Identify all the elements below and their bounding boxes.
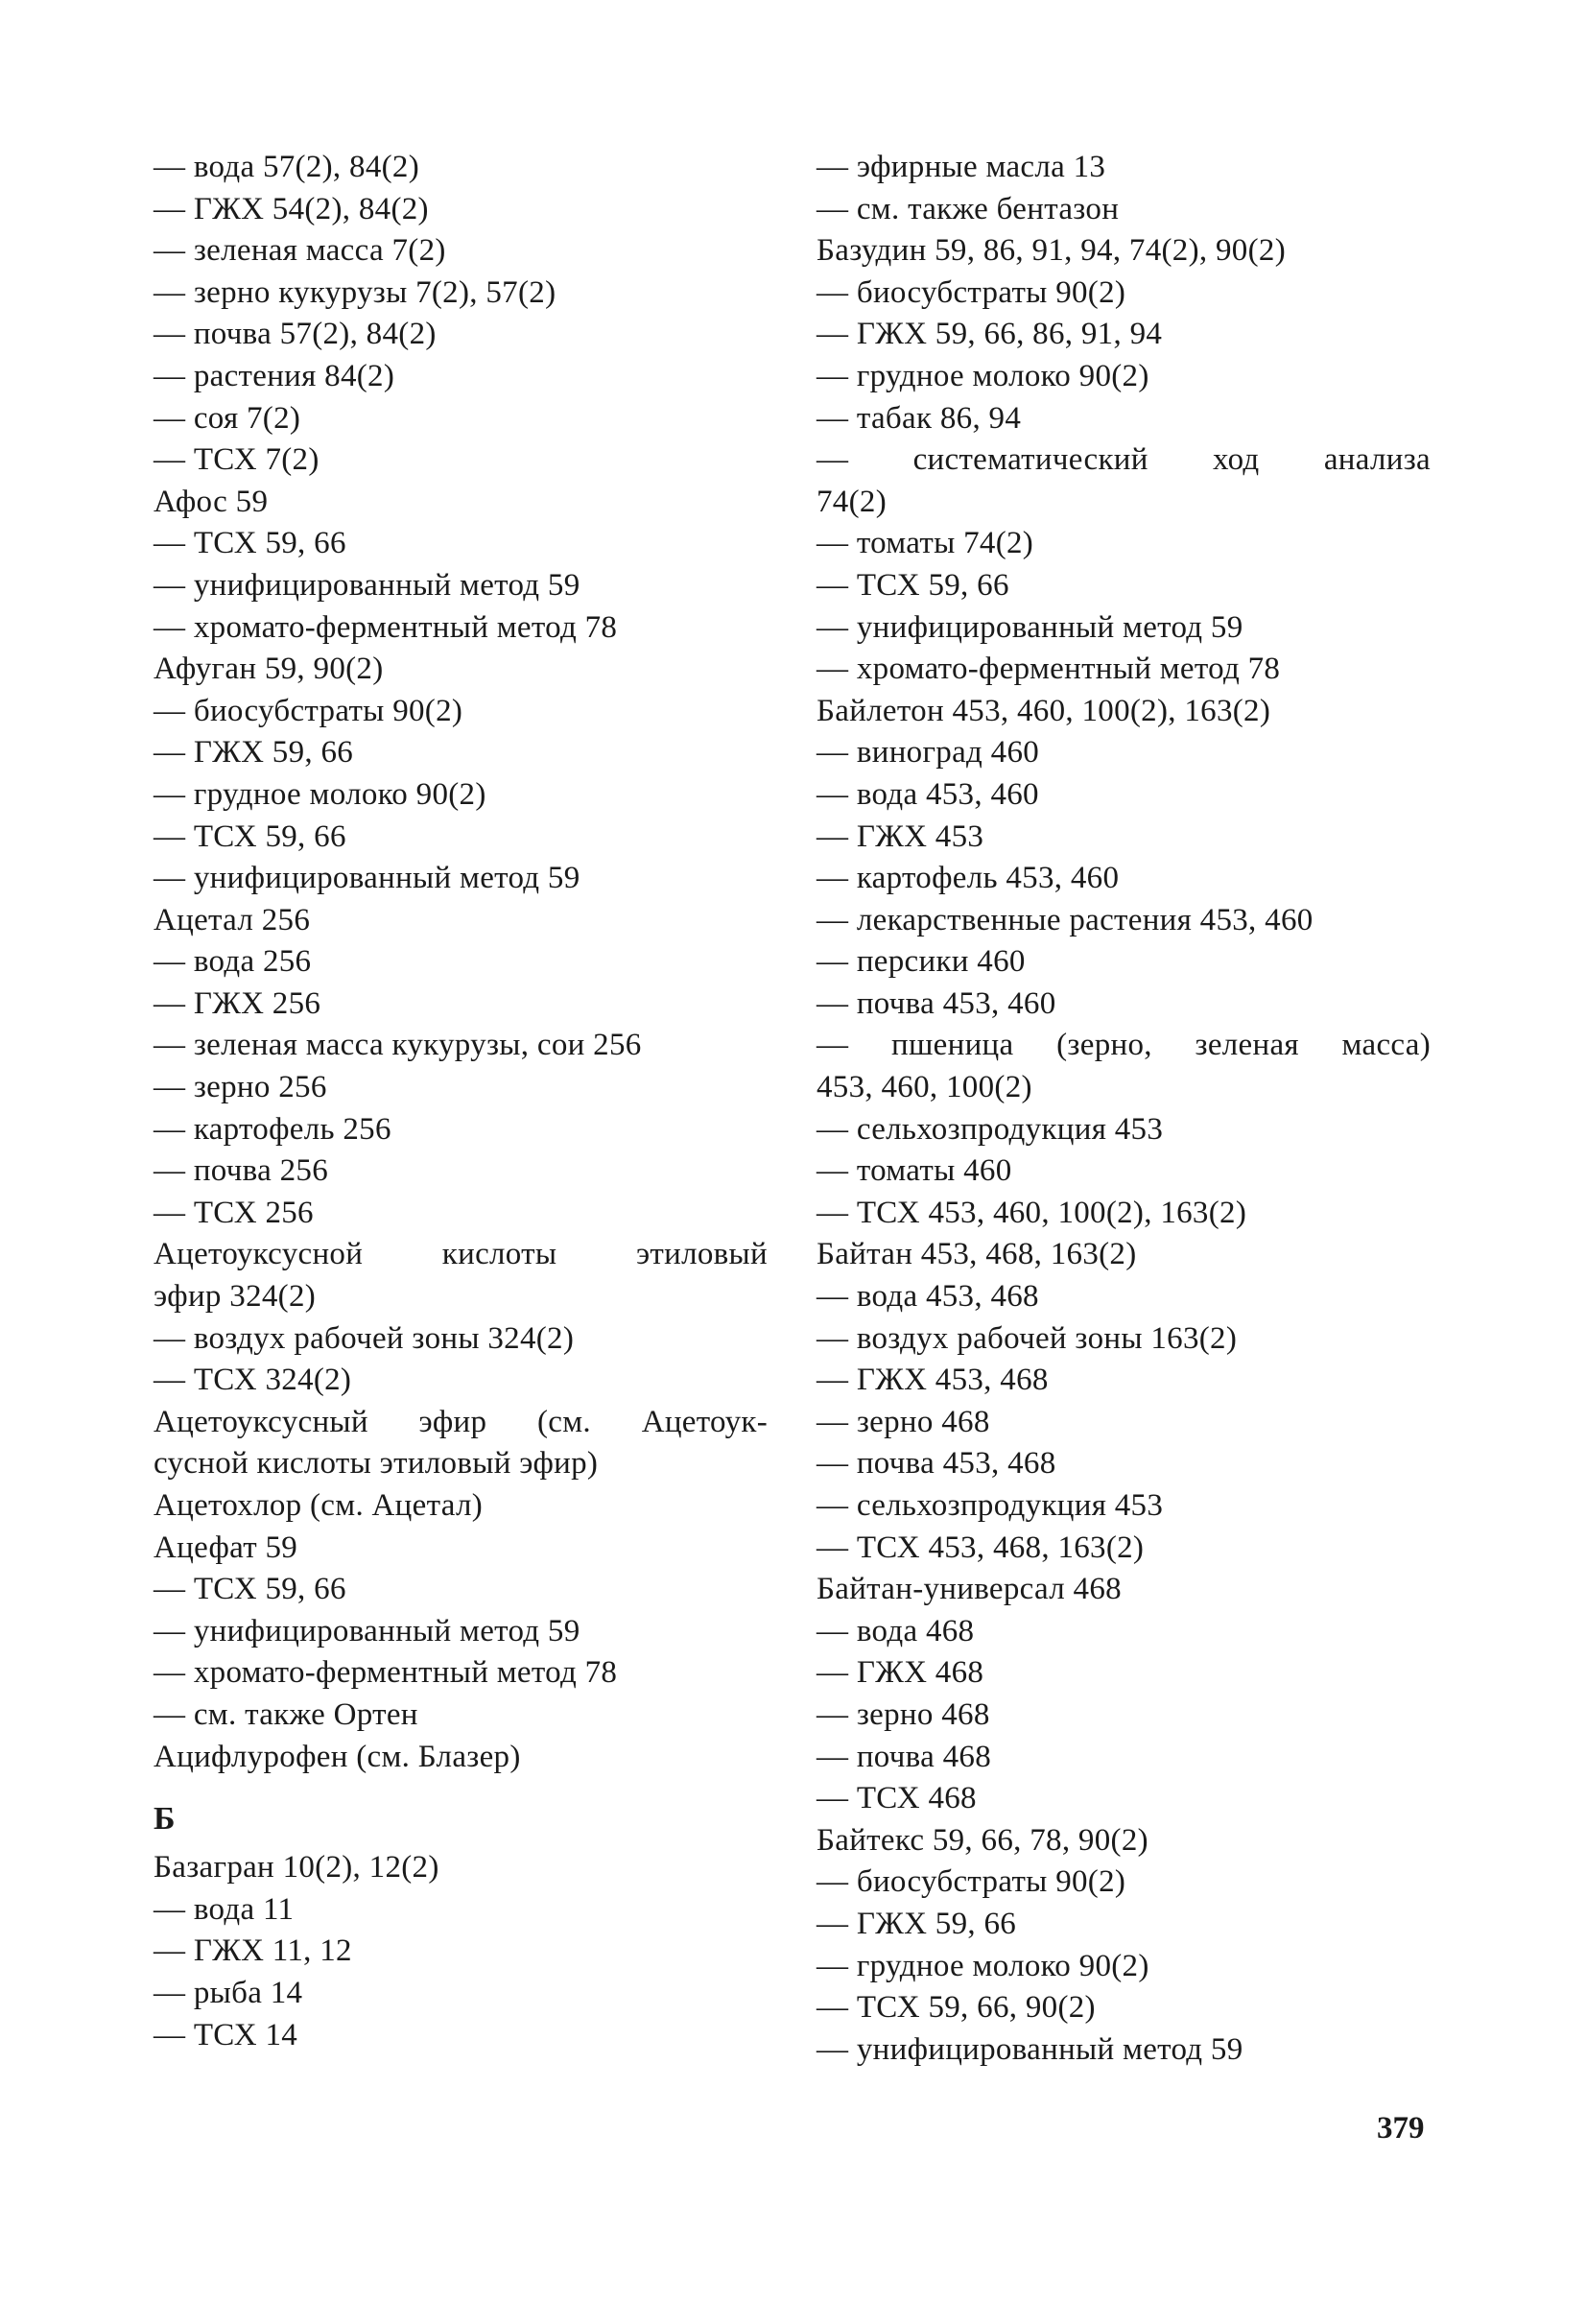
index-entry: — почва 453, 468	[817, 1446, 1056, 1482]
index-entry: Ацетохлор (см. Ацетал)	[154, 1488, 483, 1523]
index-entry: — томаты 74(2)	[817, 526, 1034, 561]
index-entry: — почва 453, 460	[817, 985, 1056, 1021]
index-entry: — унифицированный метод 59	[154, 861, 580, 896]
index-entry: — ТСХ 453, 460, 100(2), 163(2)	[817, 1195, 1247, 1230]
right-entries	[817, 147, 1431, 2071]
index-entry: — лекарственные растения 453, 460	[817, 902, 1314, 937]
index-entry: — биосубстраты 90(2)	[154, 693, 463, 728]
index-entry: — зерно кукурузы 7(2), 57(2)	[154, 274, 556, 310]
index-entry: — зеленая масса кукурузы, сои 256	[154, 1028, 642, 1063]
index-entry: Байтан 453, 468, 163(2)	[817, 1237, 1137, 1272]
index-entry: — ТСХ 59, 66	[154, 818, 346, 854]
index-entry: Ацефат 59	[154, 1530, 298, 1565]
index-entry: — виноград 460	[817, 735, 1040, 771]
index-entry: Байтекс 59, 66, 78, 90(2)	[817, 1822, 1148, 1858]
index-entry: — унифицированный метод 59	[817, 609, 1243, 645]
section-gap	[154, 1778, 768, 1791]
index-entry: сусной кислоты этиловый эфир)	[154, 1446, 599, 1482]
index-entry: — ГЖХ 256	[154, 985, 321, 1021]
index-entry: Базагран 10(2), 12(2)	[154, 1850, 439, 1885]
index-entry: Байтан-универсал 468	[817, 1572, 1122, 1607]
index-entry: — ГЖХ 453	[817, 818, 984, 854]
index-entry: 74(2)	[817, 484, 887, 519]
index-entry: Афос 59	[154, 484, 269, 519]
left-column	[154, 147, 768, 2056]
index-entry: — пшеница (зерно, зеленая масса)	[817, 1028, 1431, 1063]
index-entry: — ТСХ 453, 468, 163(2)	[817, 1530, 1145, 1565]
index-entry: — сельхозпродукция 453	[817, 1111, 1164, 1147]
index-entry: — ТСХ 59, 66, 90(2)	[817, 1990, 1096, 2026]
index-entry: — зеленая масса 7(2)	[154, 233, 446, 269]
index-entry: — ГЖХ 59, 66	[817, 1906, 1017, 1941]
index-entry: — зерно 468	[817, 1696, 990, 1732]
index-entry: — воздух рабочей зоны 163(2)	[817, 1320, 1238, 1356]
index-entry: — унифицированный метод 59	[154, 567, 580, 603]
index-entry: — унифицированный метод 59	[817, 2031, 1243, 2067]
index-entry: — грудное молоко 90(2)	[817, 358, 1149, 393]
index-entry: — вода 468	[817, 1613, 975, 1648]
index-entry: — почва 57(2), 84(2)	[154, 317, 437, 352]
index-entry: — ТСХ 14	[154, 2017, 298, 2052]
index-entry: — эфирные масла 13	[817, 150, 1106, 184]
index-entry: — томаты 460	[817, 1153, 1012, 1189]
index-entry: — почва 468	[817, 1739, 991, 1774]
index-entry: — рыба 14	[154, 1975, 303, 2010]
index-entry: — почва 256	[154, 1153, 328, 1189]
index-entry: — соя 7(2)	[154, 400, 301, 436]
index-entry: — ГЖХ 11, 12	[154, 1933, 352, 1969]
page-number: 379	[1377, 2111, 1425, 2146]
right-column	[817, 147, 1431, 2071]
left-entries	[154, 147, 768, 1778]
index-entry: — зерно 468	[817, 1404, 990, 1439]
index-entry: — см. также Ортен	[154, 1696, 418, 1732]
index-entry: — систематический ход анализа	[817, 442, 1431, 478]
index-entry: — ГЖХ 59, 66	[154, 735, 354, 771]
index-entry: — биосубстраты 90(2)	[817, 1864, 1126, 1900]
index-entry: эфир 324(2)	[154, 1279, 317, 1315]
index-entry: Базудин 59, 86, 91, 94, 74(2), 90(2)	[817, 233, 1286, 269]
index-entry: — ТСХ 7(2)	[154, 442, 320, 478]
index-entry: — хромато-ферментный метод 78	[817, 652, 1281, 687]
index-entry: Афуган 59, 90(2)	[154, 652, 384, 687]
index-entry: Ацетоуксусный эфир (см. Ацетоук-	[154, 1404, 768, 1439]
index-entry: — ГЖХ 59, 66, 86, 91, 94	[817, 317, 1163, 352]
index-entry: — сельхозпродукция 453	[817, 1488, 1164, 1523]
index-entry: — ГЖХ 468	[817, 1655, 984, 1691]
index-entry: Ацетал 256	[154, 902, 311, 937]
index-entry: — унифицированный метод 59	[154, 1613, 580, 1648]
index-entry: — табак 86, 94	[817, 400, 1022, 436]
index-entry: Ацетоуксусной кислоты этиловый	[154, 1237, 768, 1272]
index-entry: — вода 57(2), 84(2)	[154, 150, 419, 184]
index-entry: — ТСХ 324(2)	[154, 1363, 352, 1398]
index-entry: — картофель 453, 460	[817, 861, 1120, 896]
index-entry: — ТСХ 59, 66	[154, 1572, 346, 1607]
index-entry: — картофель 256	[154, 1111, 391, 1147]
index-entry: — вода 453, 460	[817, 776, 1039, 812]
index-entry: — персики 460	[817, 944, 1026, 980]
index-entry: — ГЖХ 54(2), 84(2)	[154, 191, 429, 226]
index-entry: — см. также бентазон	[817, 191, 1120, 226]
index-entry: — ТСХ 59, 66	[817, 567, 1009, 603]
left-entries-after-heading	[154, 1847, 768, 2056]
index-entry: — хромато-ферментный метод 78	[154, 609, 618, 645]
index-entry: — ТСХ 59, 66	[154, 526, 346, 561]
index-entry: — ГЖХ 453, 468	[817, 1363, 1049, 1398]
index-entry: — ТСХ 256	[154, 1195, 314, 1230]
index-entry: Байлетон 453, 460, 100(2), 163(2)	[817, 693, 1271, 728]
index-entry: — зерно 256	[154, 1070, 327, 1105]
index-entry: — вода 11	[154, 1891, 295, 1927]
index-entry: — вода 256	[154, 944, 312, 980]
letter-heading: Б	[154, 1801, 176, 1838]
index-entry: — растения 84(2)	[154, 358, 395, 393]
index-entry: 453, 460, 100(2)	[817, 1070, 1032, 1105]
index-entry: — вода 453, 468	[817, 1279, 1039, 1315]
index-entry: Ацифлурофен (см. Блазер)	[154, 1739, 521, 1774]
index-entry: — грудное молоко 90(2)	[817, 1948, 1149, 1983]
index-entry: — биосубстраты 90(2)	[817, 274, 1126, 310]
index-entry: — ТСХ 468	[817, 1781, 977, 1816]
index-entry: — хромато-ферментный метод 78	[154, 1655, 618, 1691]
index-entry: — воздух рабочей зоны 324(2)	[154, 1320, 575, 1356]
index-entry: — грудное молоко 90(2)	[154, 776, 486, 812]
